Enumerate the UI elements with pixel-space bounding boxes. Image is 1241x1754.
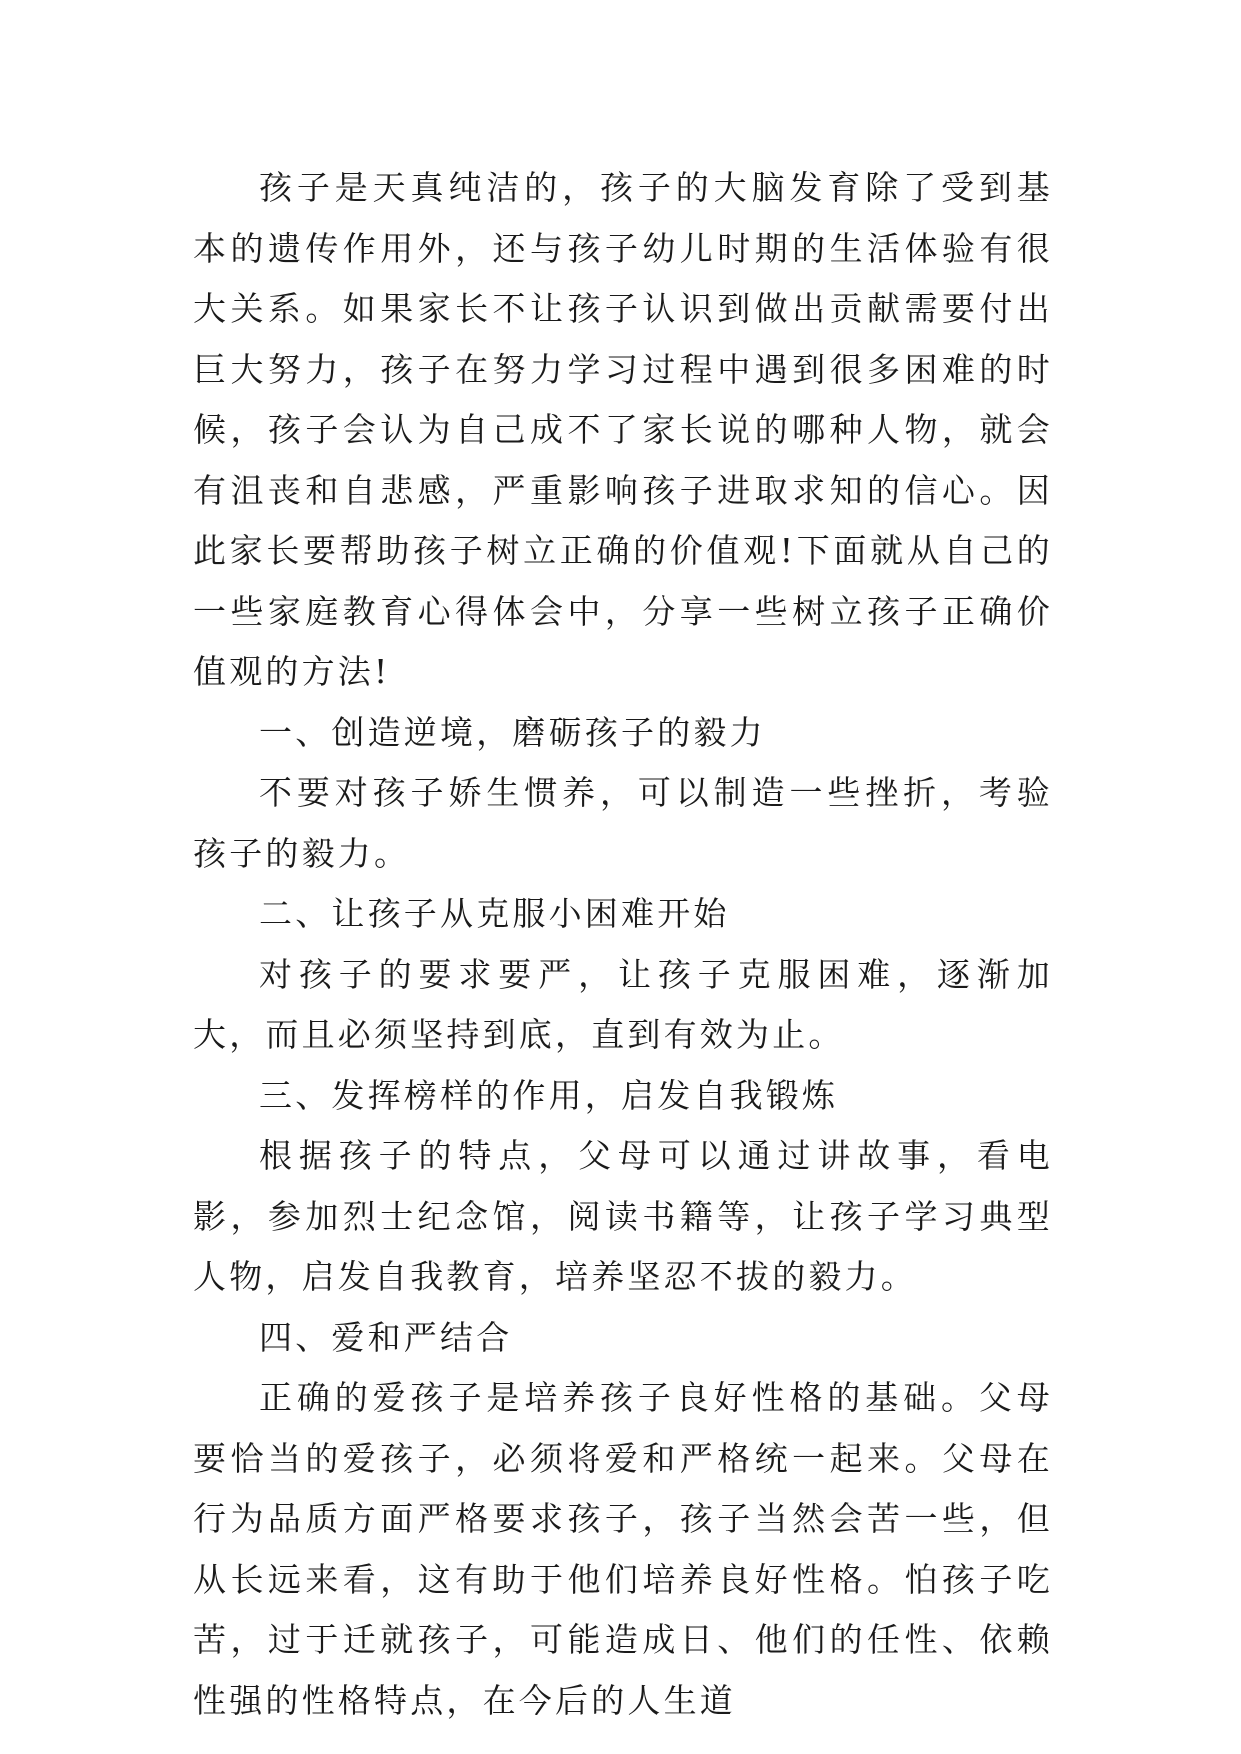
section-heading-4: 四、爱和严结合 (259, 1317, 513, 1357)
section-body-3: 根据孩子的特点，父母可以通过讲故事，看电影，参加烈士纪念馆，阅读书籍等，让孩子学习典型人物，启发自我教育，培养坚忍不拔的毅力。 (193, 1136, 1053, 1296)
section-body-1: 不要对孩子娇生惯养，可以制造一些挫折，考验孩子的毅力。 (193, 773, 1053, 873)
document-body (193, 158, 1053, 1731)
section-heading-3: 三、发挥榜样的作用，启发自我锻炼 (259, 1075, 839, 1115)
section-body-4: 正确的爱孩子是培养孩子良好性格的基础。父母要恰当的爱孩子，必须将爱和严格统一起来。父母在行为品质方面严格要求孩子，孩子当然会苦一些，但从长远来看，这有助于他们培养良好性格。怕孩子吃苦，过于迁就孩子，可能造成日、他们的任性、依赖性强的性格特点，在今后的人生道 (193, 1378, 1053, 1720)
section-heading-2: 二、让孩子从克服小困难开始 (259, 894, 730, 933)
section-body-2: 对孩子的要求要严，让孩子克服困难，逐渐加大，而且必须坚持到底，直到有效为止。 (193, 954, 1053, 1054)
intro-paragraph: 孩子是天真纯洁的，孩子的大脑发育除了受到基本的遗传作用外，还与孩子幼儿时期的生活体验有很大关系。如果家长不让孩子认识到做出贡献需要付出巨大努力，孩子在努力学习过程中遇到很多困难的时候，孩子会认为自己成不了家长说的哪种人物，就会有沮丧和自悲感，严重影响孩子进取求知的信心。因此家长要帮助孩子树立正确的价值观!下面就从自己的一些家庭教育心得体会中，分享一些树立孩子正确价值观的方法! (193, 168, 1053, 691)
section-heading-1: 一、创造逆境，磨砺孩子的毅力 (259, 712, 766, 752)
